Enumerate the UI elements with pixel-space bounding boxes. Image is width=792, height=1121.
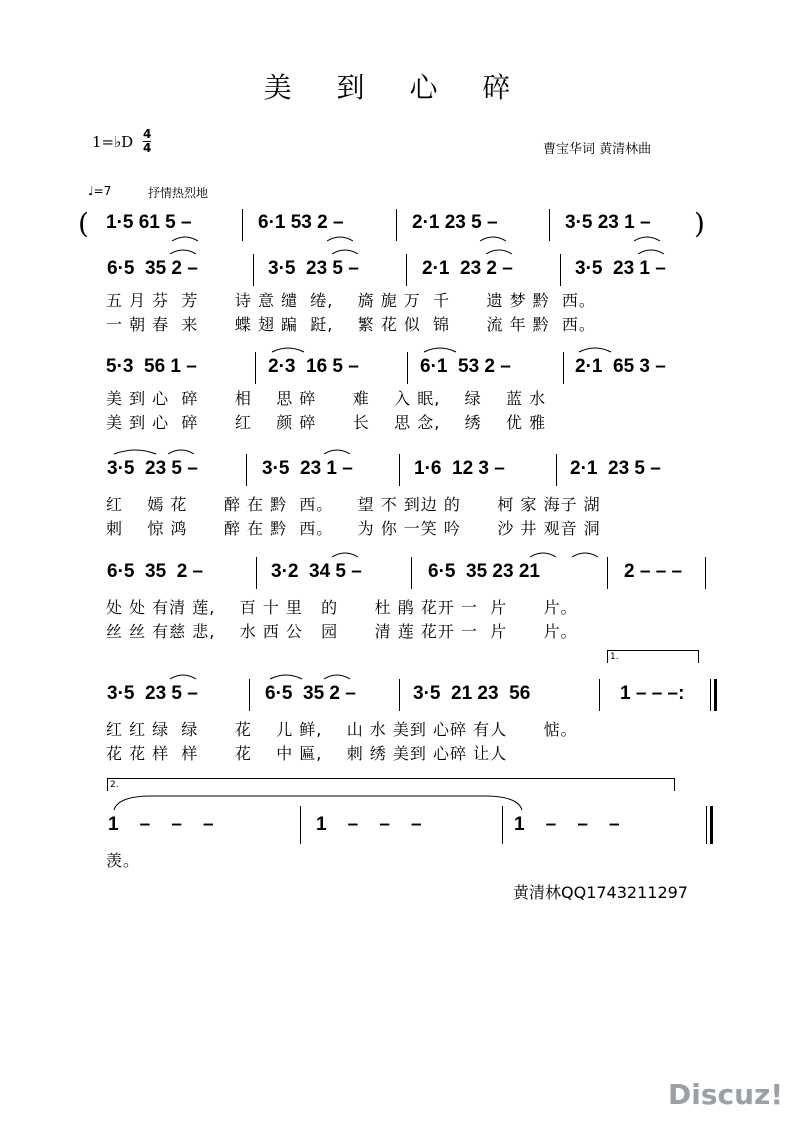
lyrics-verse-2: 丝 丝 有慈 悲, 水 西 公 园 清 莲 花开 一 片 片。 — [106, 622, 578, 641]
lyrics-verse-1: 羡。 — [106, 851, 141, 870]
lyrics-verse-1: 处 处 有清 莲, 百 十 里 的 杜 鹃 花开 一 片 片。 — [106, 598, 578, 617]
song-title: 美 到 心 碎 — [263, 71, 529, 104]
tempo: ♩=7 — [88, 184, 112, 198]
lyrics-verse-2: 刺 惊 鸿 醉 在 黔 西。 为 你 一笑 吟 沙 井 观音 洞 — [106, 519, 601, 538]
lyrics-verse-1: 美 到 心 碎 相 思 碎 难 入 眠, 绿 蓝 水 — [106, 389, 547, 408]
measure: 3·5 23 1 – — [262, 458, 353, 479]
volta-1: 1. — [607, 650, 699, 663]
key-signature: 1=♭D — [92, 133, 134, 151]
footer-credit: 黄清林QQ1743211297 — [513, 883, 688, 902]
lyrics-verse-1: 红 嫣 花 醉 在 黔 西。 望 不 到边 的 柯 家 海子 湖 — [106, 495, 601, 514]
lyrics-verse-1: 红 红 绿 绿 花 儿 鲜, 山 水 美到 心碎 有人 惦。 — [106, 720, 578, 739]
measure: 2·3 16 5 – — [268, 356, 359, 377]
paren-close: ) — [694, 207, 705, 240]
measure: 6·5 35 23 21 — [428, 561, 540, 582]
lyrics-verse-2: 一 朝 春 来 蝶 翅 蹁 跹, 繁 花 似 锦 流 年 黔 西。 — [106, 315, 596, 334]
lyrics-verse-2: 花 花 样 样 花 中 匾, 刺 绣 美到 心碎 让人 — [106, 744, 508, 763]
measure: 1·6 12 3 – — [414, 458, 505, 479]
measure: 2·1 23 5 – — [570, 458, 661, 479]
volta-2: 2. — [107, 778, 675, 791]
lyrics-verse-1: 五 月 芬 芳 诗 意 缱 绻, 旖 旎 万 千 遗 梦 黔 西。 — [106, 291, 596, 310]
measure: 2·1 65 3 – — [575, 356, 666, 377]
measure: 3·5 23 5 – — [268, 258, 359, 279]
measure: 6·5 35 2 – — [107, 561, 204, 582]
measure: 6·1 53 2 – — [258, 212, 344, 233]
measure: 3·5 23 1 – — [565, 212, 651, 233]
time-signature: 4 4 — [143, 127, 152, 155]
credits: 曹宝华词 黄清林曲 — [543, 142, 652, 157]
expression-mark: 抒情热烈地 — [148, 186, 209, 200]
watermark: Discuz! — [668, 1078, 784, 1111]
measure: 1 – – – — [316, 814, 422, 835]
measure: 3·5 21 23 56 — [413, 683, 531, 704]
measure: 2·1 23 5 – — [412, 212, 498, 233]
measure: 1 – – – — [108, 814, 214, 835]
measure: 3·5 23 5 – — [107, 458, 198, 479]
measure: 1 – – – — [514, 814, 620, 835]
measure: 6·5 35 2 – — [265, 683, 356, 704]
measure: 3·5 23 5 – — [107, 683, 198, 704]
measure: 1 – – –: — [620, 683, 685, 704]
measure: 3·5 23 1 – — [575, 258, 666, 279]
measure: 3·2 34 5 – — [271, 561, 362, 582]
measure: 5·3 56 1 – — [106, 356, 197, 377]
measure: 2 – – – — [624, 561, 683, 582]
measure: 6·1 53 2 – — [420, 356, 511, 377]
measure: 1·5 61 5 – — [106, 212, 192, 233]
lyrics-verse-2: 美 到 心 碎 红 颜 碎 长 思 念, 绣 优 雅 — [106, 413, 547, 432]
measure: 6·5 35 2 – — [107, 258, 198, 279]
measure: 2·1 23 2 – — [422, 258, 513, 279]
paren-open: ( — [78, 207, 89, 240]
